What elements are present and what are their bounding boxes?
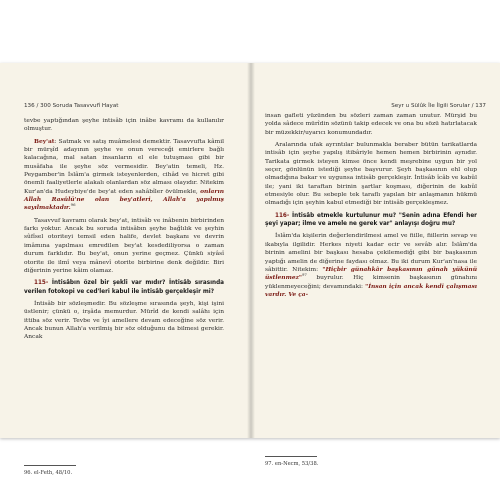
footnote-marker: 97 xyxy=(301,272,307,278)
question-text: İntisâb etmekle kurtulunur mu? "Senin adına Efendi her şeyi yapar; ilme ve amele ne gerek var" anlayışı doğru mu? xyxy=(265,212,477,228)
paragraph xyxy=(265,141,477,208)
left-running-head: 136 / 300 Soruda Tasavvufî Hayat xyxy=(24,103,119,109)
question-number: 115- xyxy=(34,280,49,287)
text-run: : Satmak ve satış muâmelesi demektir. Tasavvufta kâmil bir mürşîd adayının şeyhe ve onun vereceği emirlere bağlı kalacağına, mal satan insanların el ele tutuşması gibi bir musâfaha ile şeyhe söz vermesidir. Bey'atin temeli, Hz. Peygamber'in İslâm'a girmek isteyenlerden, cihâd ve hicret gibi önemli faaliyetlerle alakalı olanlardan söz alması olayıdır. Nitekim Kur'an'da Hudeybiye'de bey'at eden sahâbîler övülmekle, xyxy=(24,138,224,195)
left-page xyxy=(0,63,247,476)
quoted-verse: "İnsan için ancak kendi çalışması vardır. Ve ça- xyxy=(265,282,477,298)
paragraph xyxy=(24,300,224,342)
question-number: 116- xyxy=(275,212,290,219)
footnote-marker: 96 xyxy=(70,202,76,208)
left-footnote: 96. el-Feth, 48/10. xyxy=(24,470,73,476)
left-body-text xyxy=(24,117,224,342)
right-body-text xyxy=(265,112,477,299)
right-page xyxy=(255,63,500,467)
question-text: İntisâbın özel bir şekli var mıdır? İntisâb sırasında verilen fotokopi ve ced'leri kabul ile intisâb gerçekleşir mi? xyxy=(24,280,224,295)
question-heading xyxy=(265,212,477,229)
quoted-verse: onların Allah Rasûlü'ne olan bey'atleri, Allah'a yapılmış sayılmaktadır. xyxy=(24,187,224,212)
paragraph xyxy=(24,138,224,213)
question-heading xyxy=(24,279,224,296)
left-footnote-rule xyxy=(24,465,76,466)
book-gutter xyxy=(247,63,255,438)
text-run: İslâm'da kişilerin değerlendirilmesi amel ve fiille, fiillerin sevap ve ikabıyla ilgilidir. Herkes niyeti kadar ecir ve sevâb alır. İslâm'da birinin amelini bir başkası hesaba çekilemediği gibi bir başkasının yaptığı amelin de diğerine faydası olmaz. Bu iki durum Kur'an'nasa ile sâbittir. Nitekim: xyxy=(265,233,477,273)
defined-term: Bey'at xyxy=(34,137,55,145)
paragraph xyxy=(265,232,477,299)
right-running-head: Seyr u Sülûk İle İlgili Sorular / 137 xyxy=(391,103,486,109)
right-footnote: 97. en-Necm, 53/38. xyxy=(265,461,319,467)
right-footnote-rule xyxy=(265,456,317,457)
book-spread xyxy=(0,63,500,476)
text-run: Tasavvuf kavramı olarak bey'at, intisâb ve inâbenin birbirinden farkı yoktur. Ancak bu soruda intisâbın şeyhe bağlılık ve şeyhin sûfîsel otoriteyi temsil eden halife, devlet başkanı ve devrin imâmına yapılması emredilen bey'at kesdediliyorsa o zaman durum farklıdır. Bu bey'at, onun yerine geçmez. Çünkü siyâsî otorite ile ilmî veya mânevî otorite birbirine denk değildir. Biri diğerinin yerine kâim olamaz. xyxy=(24,217,224,274)
text-run: insan gafleti yüzünden bu sözleri zaman zaman unutur. Mürşid bu yolda sâdece mürîdin sözünü takip edecek ve ona bu sözü hatırlatacak bir müzekkir/uyarıcı konumundadır. xyxy=(265,113,477,136)
paragraph xyxy=(24,117,224,134)
text-run: buyrulur. Hiç kimsenin başkasının günahını yüklenmeyeceğini; devamındaki: xyxy=(265,275,477,290)
text-run: Aralarında ufak ayrıntılar bulunmakla beraber bütün tarikatlarda intisâb için şeyhe yapılış itibâriyle hemen hemen birbirinin aynıdır. Tarikata girmek isteyen kimse önce kendi meşrebine uygun bir yol seçer, gönlünün istediği şeyhe başvurur. Şeyh başkasının ehl olup olmadığına bakar ve uygunsa intisâb gerçekleşir. İntisâb îcâb ve kabûl ile; yani iki taraftan birinin şartlar koşması, diğerinin de kabûl etmesiyle olur. Bu sebeple tek taraflı yapılan bir anlaşmanın hükmü olmadığı için şeyhin kabul etmediği bir intisâb gerçekleşmez. xyxy=(265,142,477,207)
paragraph xyxy=(265,112,477,137)
paragraph xyxy=(24,217,224,275)
quoted-verse: "Hiçbir günahkâr başkasının günah yükünü üstlenmez" xyxy=(265,265,477,282)
text-run: tevbe yaptığından şeyhe intisâb için inâbe kavramı da kullanılır olmuştur. xyxy=(24,118,224,133)
text-run: İntisâb bir sözleşmedir. Bu sözleşme sırasında şeyh, kişi işini üstlenir; çünkü o, irşâda memurdur. Mürîd de kendi salâhı için ittiba söz verir. Tevbe ve îyi amellere devam edeceğine söz verir. Ancak bunun Allah'a verilmiş bir söz olduğunu da bilmesi gerekir. Ancak xyxy=(24,300,224,341)
